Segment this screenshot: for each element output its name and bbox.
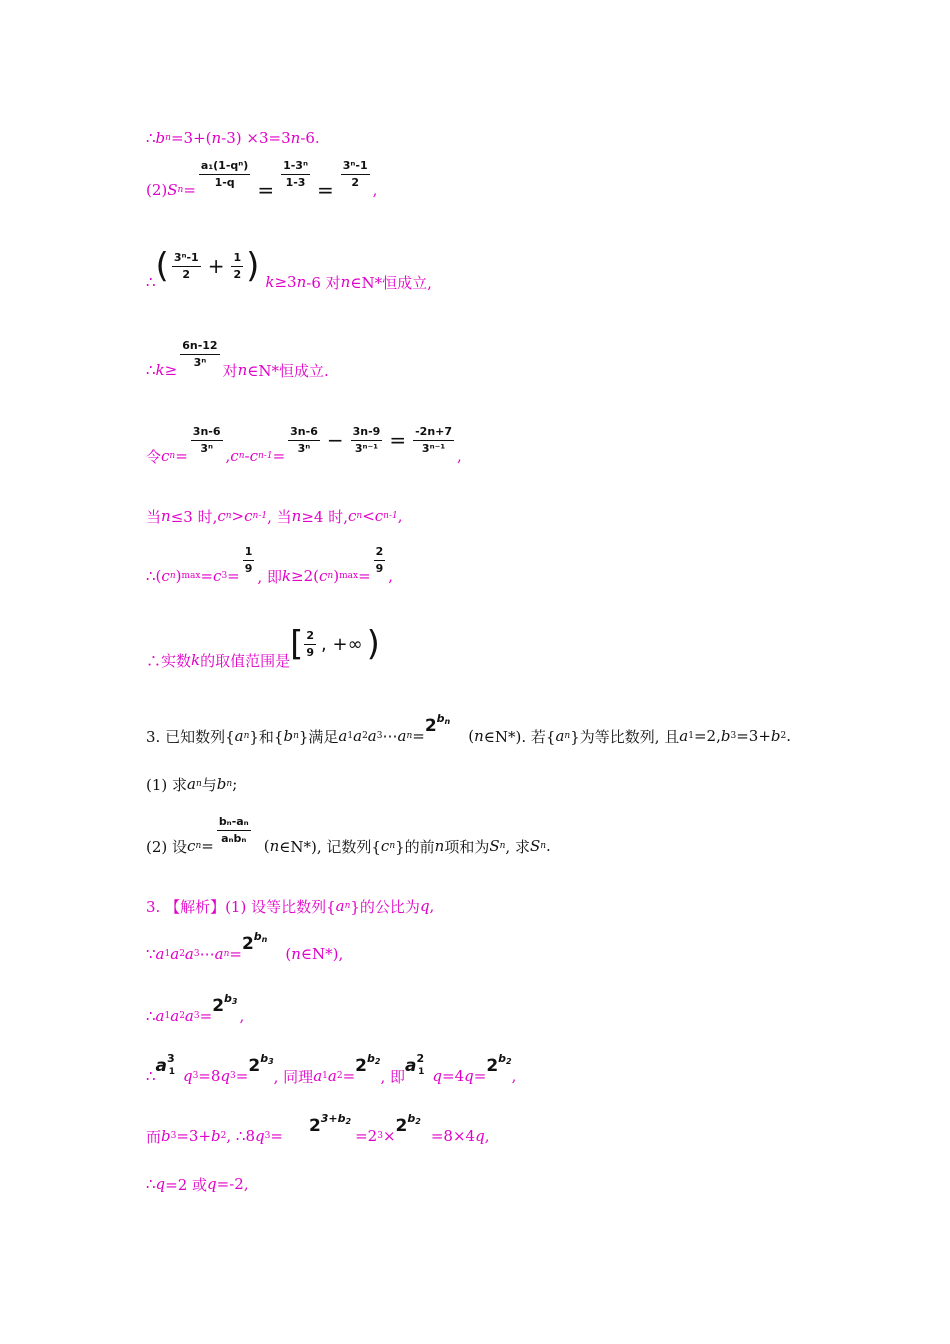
solution-line-5: 令 c n = $\frac{3n-6}{\text{3ⁿ}}$ , c n - c n-1 = $\frac{3n-6}{\text{3ⁿ}}$ − $\frac{3n-9}{\text{3ⁿ⁻¹}}$ = $\frac{-2n+7}{\text{3ⁿ⁻¹}}$ , [146, 424, 462, 466]
fraction: $\frac{6n-12}{\text{3ⁿ}}$ [182, 338, 218, 369]
solution-line-15: ∴ $a^3_1$ q 3 =8 q 3 = $2^{b_3}$ , 同理 a 1 a 2 = $2^{b_2}$ , 即 $a^2_1$ q =4 q = $2^{b_2}$ , [146, 1051, 517, 1086]
solution-line-16: 而 b 3 =3+ b 2 , ∴8 q 3 = $2^{3+b_2}$ =2 3 × $2^{b_2}$ =8×4 q , [146, 1112, 490, 1146]
fraction: $\frac{2}{9}$ [375, 544, 384, 575]
solution-line-8: ∴实数 k 的取值范围是 [ $\frac{2}{9}$ , +∞ ) [146, 624, 380, 670]
solution-line-7: ∴( c n ) max = c 3 = $\frac{1}{9}$ , 即 k ≥2( c n ) max = $\frac{2}{9}$ , [146, 544, 394, 586]
power-expression: $a^2_1$ [404, 1051, 425, 1077]
power-expression: $2^{b_n}$ [241, 930, 268, 954]
power-expression: $2^{b_3}$ [212, 992, 238, 1016]
fraction: $\frac{\text{3ⁿ-1}}{2}$ [173, 250, 199, 281]
solution-line-2: (2) S n = $\frac{\text{a₁(1-qⁿ)}}{1-q}$ = $\frac{\text{1-3ⁿ}}{1-3}$ = $\frac{\text{3ⁿ-1}}{2}$ , [146, 158, 378, 202]
solution-line-4: ∴ k ≥ $\frac{6n-12}{\text{3ⁿ}}$ 对 n ∈N*恒成立. [146, 338, 329, 380]
solution-line-17: ∴ q =2 或 q =-2, [146, 1175, 249, 1194]
solution-line-1: ∴ b n =3+( n -3) ×3=3 n -6. [146, 129, 320, 147]
power-expression: $2^{b_2}$ [486, 1052, 512, 1076]
fraction: $\frac{\text{1-3ⁿ}}{1-3}$ [283, 158, 308, 189]
fraction: $\frac{\text{3ⁿ-1}}{2}$ [342, 158, 368, 189]
problem-part-2: (2) 设 c n = $\frac{\text{bₙ-aₙ}}{\text{aₙbₙ}}$ ( n ∈N*), 记数列{ c n }的前 n 项和为 S n , 求 S n . [146, 814, 551, 856]
fraction: $\frac{3n-9}{\text{3ⁿ⁻¹}}$ [352, 424, 381, 455]
solution-line-13: ∵ a 1 a 2 a 3 ⋯ a n = $2^{b_n}$ ( n ∈N*), [146, 930, 344, 963]
fraction: $\frac{\text{a₁(1-qⁿ)}}{1-q}$ [200, 158, 249, 189]
power-expression: $a^3_1$ [155, 1051, 175, 1077]
power-expression: $2^{3+b_2}$ [308, 1112, 352, 1136]
solution-line-3: ∴ ( $\frac{\text{3ⁿ-1}}{2}$ + $\frac{1}{2}$ ) k ≥3 n -6 对 n ∈N*恒成立, [146, 246, 432, 292]
power-expression: $2^{b_2}$ [395, 1112, 421, 1136]
fraction: $\frac{1}{2}$ [233, 250, 242, 281]
power-expression: $2^{b_n}$ [424, 712, 451, 736]
power-expression: $2^{b_2}$ [355, 1052, 381, 1076]
fraction: $\frac{\text{bₙ-aₙ}}{\text{aₙbₙ}}$ [218, 814, 249, 845]
fraction: $\frac{2}{9}$ [306, 628, 315, 659]
fraction: $\frac{-2n+7}{\text{3ⁿ⁻¹}}$ [415, 424, 453, 455]
solution-line-14: ∴ a 1 a 2 a 3 = $2^{b_3}$ , [146, 992, 245, 1025]
problem-part-1: (1) 求 a n 与 b n ; [146, 775, 238, 794]
fraction: $\frac{1}{9}$ [244, 544, 253, 575]
solution-line-6: 当 n ≤3 时, c n > c n-1 , 当 n ≥4 时, c n < c n-1 , [146, 507, 403, 526]
fraction: $\frac{3n-6}{\text{3ⁿ}}$ [192, 424, 221, 455]
power-expression: $2^{b_3}$ [248, 1052, 274, 1076]
fraction: $\frac{3n-6}{\text{3ⁿ}}$ [290, 424, 318, 455]
problem-statement: 3. 已知数列{ a n }和{ b n }满足 a 1 a 2 a 3 ⋯ a n = $2^{b_n}$ ( n ∈N*). 若{ a n }为等比数列, 且 a 1 =2, b 3 =3+ b 2 . [146, 712, 792, 746]
solution-header: 3. 【解析】(1) 设等比数列{ a n }的公比为 q , [146, 897, 435, 916]
